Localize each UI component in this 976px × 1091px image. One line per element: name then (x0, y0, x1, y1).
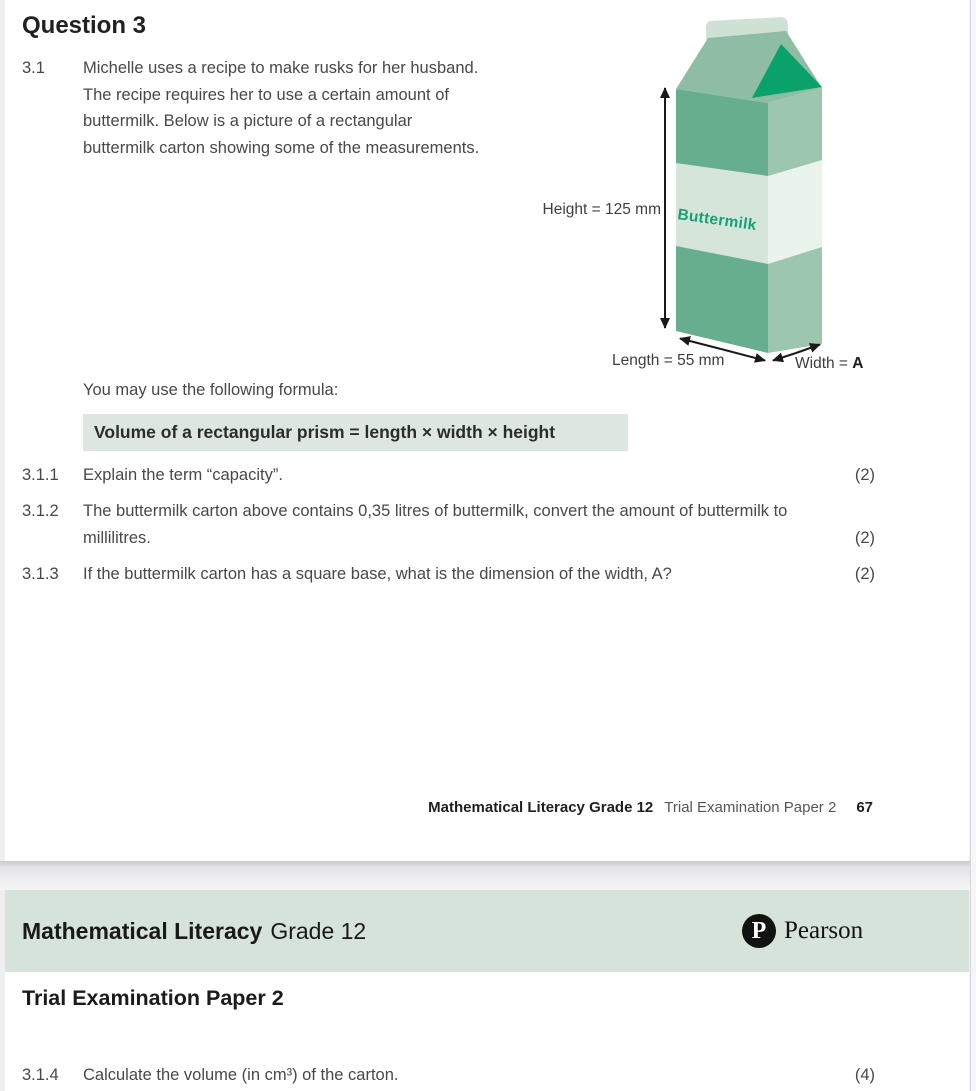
pearson-p-icon: P (742, 914, 776, 948)
length-dimension-label: Length = 55 mm (612, 352, 725, 369)
subquestion-number: 3.1.1 (22, 466, 59, 484)
page-break-gap (0, 861, 976, 890)
subquestion-text: Explain the term “capacity”. (83, 466, 283, 484)
paper-section-heading: Trial Examination Paper 2 (22, 986, 284, 1010)
subquestion-number: 3.1.2 (22, 502, 59, 520)
width-value: A (852, 355, 864, 372)
banner-title (22, 890, 366, 972)
subquestion-3-1-4 (22, 1062, 875, 1089)
marks-badge: (2) (854, 528, 875, 547)
scrollbar-track[interactable] (970, 0, 976, 1091)
width-dimension-label (795, 355, 864, 373)
subquestion-number: 3.1.3 (22, 565, 59, 583)
subquestion-3-1-2 (22, 498, 875, 551)
formula-highlight-box: Volume of a rectangular prism = length × width × height (83, 414, 628, 451)
page-footer (428, 799, 873, 816)
formula-intro-text: You may use the following formula: (83, 381, 339, 399)
subquestion-number: 3.1.4 (22, 1066, 59, 1084)
pearson-wordmark: Pearson (784, 917, 864, 944)
footer-subject: Mathematical Literacy Grade 12 (428, 799, 654, 816)
subquestion-3-1-3 (22, 561, 875, 588)
height-dimension-label: Height = 125 mm (542, 201, 661, 218)
subquestion-text: If the buttermilk carton has a square base, what is the dimension of the width, A? (83, 565, 672, 583)
carton-side-label-band (768, 160, 822, 264)
pearson-brand (742, 890, 863, 972)
banner-subject: Mathematical Literacy (22, 917, 263, 944)
width-label-prefix: Width = (795, 355, 853, 372)
footer-paper: Trial Examination Paper 2 (664, 799, 837, 816)
subquestion-text: Calculate the volume (in cm³) of the carton. (83, 1066, 399, 1084)
carton-product-label: Buttermilk (676, 206, 758, 235)
subquestion-text: The buttermilk carton above contains 0,35 litres of buttermilk, convert the amount of buttermilk to millilitres. (83, 502, 788, 547)
marks-badge: (2) (854, 565, 875, 583)
question-number: 3.1 (22, 59, 45, 77)
banner-grade: Grade 12 (270, 917, 367, 944)
marks-badge: (4) (854, 1066, 875, 1084)
subquestion-3-1-1 (22, 462, 875, 489)
marks-badge: (2) (854, 466, 875, 484)
footer-page-number: 67 (856, 799, 873, 816)
buttermilk-carton-diagram (600, 0, 890, 380)
question-text: Michelle uses a recipe to make rusks for her husband. The recipe requires her to use a certain amount of buttermilk. Below is a picture of a rectangular buttermilk carton showing some of the measurements. (83, 59, 480, 157)
question-heading: Question 3 (22, 12, 147, 39)
